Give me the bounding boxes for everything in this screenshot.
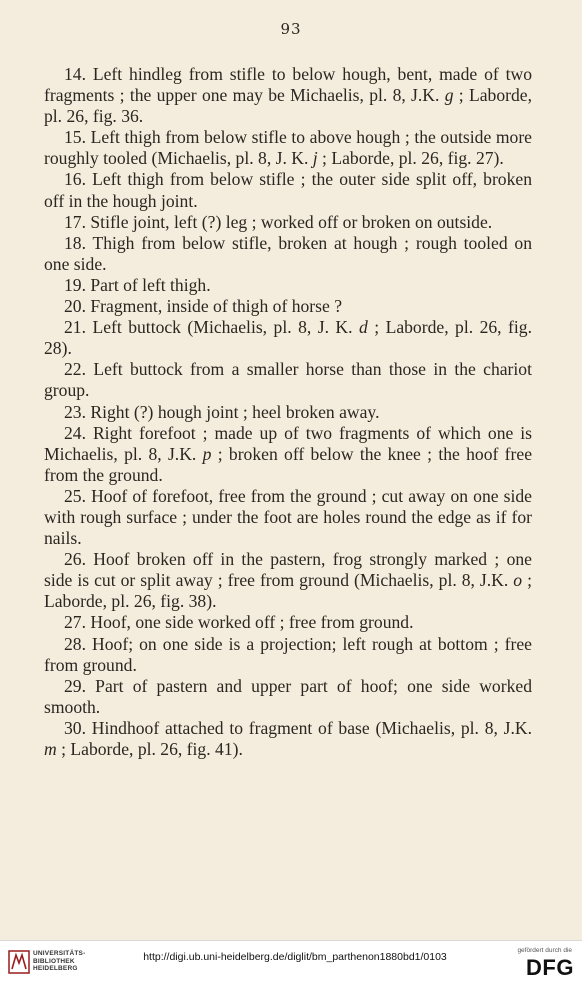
catalogue-entry: 27. Hoof, one side worked off ; free from ground.: [64, 612, 414, 633]
catalogue-entry: 25. Hoof of forefoot, free from the ground ; cut away on one side with rough surface ; under the foot are holes round the edge as if for nails.: [44, 485, 532, 549]
catalogue-entry: 23. Right (?) hough joint ; heel broken away.: [64, 401, 380, 422]
university-library-logo-icon: [8, 949, 30, 975]
catalogue-entry: 24. Right forefoot ; made up of two fragments of which one is Michaelis, pl. 8, J.K. p ; broken off below the knee ; the hoof free from the ground.: [44, 422, 533, 485]
catalogue-entry: 19. Part of left thigh.: [64, 274, 211, 295]
catalogue-entry: 18. Thigh from below stifle, broken at hough ; rough tooled on one side.: [44, 232, 532, 274]
sponsor-label: gefördert durch die: [517, 947, 572, 954]
permalink-url[interactable]: http://digi.ub.uni-heidelberg.de/diglit/bm_parthenon1880bd1/0103: [143, 951, 447, 963]
viewer-footer: [0, 940, 582, 984]
catalogue-entry: 26. Hoof broken off in the pastern, frog strongly marked ; one side is cut or split away ; free from ground (Michaelis, pl. 8, J.K. o ; Laborde, pl. 26, fig. 38).: [44, 549, 532, 612]
dfg-logo-icon: DFG: [526, 955, 574, 980]
catalogue-entry: 22. Left buttock from a smaller horse than those in the chariot group.: [44, 359, 532, 401]
catalogue-entry: 29. Part of pastern and upper part of hoof; one side worked smooth.: [44, 675, 532, 717]
catalogue-entry: 16. Left thigh from below stifle ; the outer side split off, broken off in the hough joint.: [44, 169, 532, 211]
catalogue-entry: 28. Hoof; on one side is a projection; left rough at bottom ; free from ground.: [44, 633, 532, 675]
catalogue-entry: 14. Left hindleg from stifle to below hough, bent, made of two fragments ; the upper one may be Michaelis, pl. 8, J.K. g ; Laborde, pl. 26, fig. 36.: [44, 64, 532, 127]
catalogue-entry: 17. Stifle joint, left (?) leg ; worked off or broken on outside.: [64, 211, 493, 232]
page-number: 93: [280, 20, 302, 38]
catalogue-entry: 20. Fragment, inside of thigh of horse ?: [64, 296, 343, 317]
catalogue-entry: 30. Hindhoof attached to fragment of base (Michaelis, pl. 8, J.K. m ; Laborde, pl. 26, fig. 41).: [44, 717, 532, 759]
catalogue-text: [44, 64, 532, 760]
catalogue-entry: 21. Left buttock (Michaelis, pl. 8, J. K. d ; Laborde, pl. 26, fig. 28).: [44, 317, 532, 359]
library-name: UNIVERSITÄTS- BIBLIOTHEK HEIDELBERG: [33, 950, 86, 972]
catalogue-entry: 15. Left thigh from below stifle to above hough ; the outside more roughly tooled (Michaelis, pl. 8, J. K. j ; Laborde, pl. 26, fig. 27).: [44, 127, 532, 169]
